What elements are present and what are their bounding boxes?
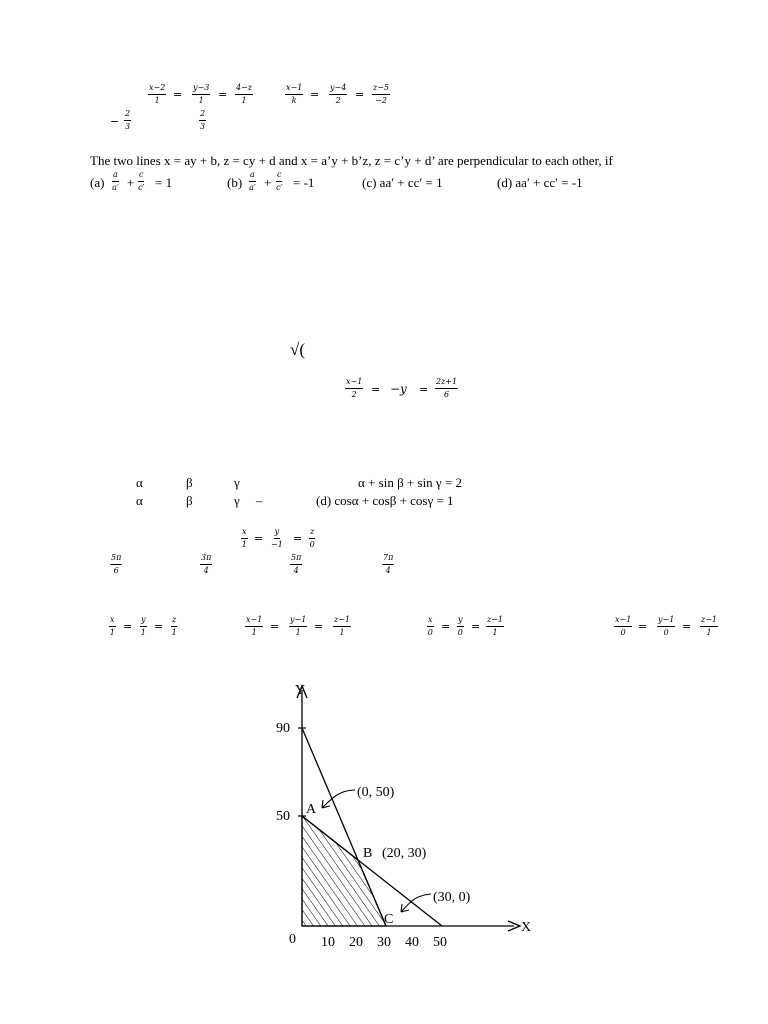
fraction-x-1-k: $\frac{x-1}{k}$ — [286, 83, 303, 105]
point-A-label: A — [306, 802, 317, 817]
option-5pi-6: $\frac{5\pi}{6}$ — [111, 553, 122, 575]
feasible-region — [302, 816, 386, 926]
fraction: $\frac{z}{1}$ — [171, 615, 177, 637]
plus-sign: + — [127, 175, 135, 190]
fraction-4-z: $\frac{4-z}{1}$ — [236, 83, 253, 105]
point-A-coordinates: (0, 50) — [357, 785, 395, 800]
angles-option-d: (d) cosα + cosβ + cosγ = 1 — [316, 493, 454, 508]
equals-sign: = — [218, 88, 228, 101]
equals-sign: = — [355, 88, 365, 101]
fraction-c-c-prime: $\frac{c}{c'}$ — [276, 170, 283, 192]
fraction-z-0: $\frac{z}{0}$ — [309, 527, 315, 549]
sqrt-fragment: √( — [290, 340, 305, 359]
option-d: (d) aa′ + cc′ = -1 — [497, 175, 583, 190]
option-b-label: (b) — [227, 175, 243, 190]
option-a-rhs: = 1 — [155, 175, 173, 190]
y-tick-90: 90 — [276, 721, 290, 736]
fraction: $\frac{x-1}{0}$ — [615, 615, 632, 637]
angles-option-text: α + sin β + sin γ = 2 — [358, 475, 463, 490]
beta-symbol: β — [186, 475, 193, 490]
equals-sign: = — [293, 532, 303, 545]
x-axis-label: X — [521, 920, 532, 935]
fraction: $\frac{y}{1}$ — [140, 615, 146, 637]
question-stem: The two lines x = ay + b, z = cy + d and x = a’y + b’z, z = c’y + d’ are perpendicular to each other, if — [90, 153, 613, 168]
x-tick-20: 20 — [349, 935, 363, 950]
fraction-a-a-prime: $\frac{a}{a'}$ — [112, 170, 119, 192]
equals-sign: = — [371, 383, 381, 396]
equals-sign: = — [254, 532, 264, 545]
equals-sign: = — [123, 620, 133, 633]
equals-sign: = — [154, 620, 164, 633]
equals-sign: = — [471, 620, 481, 633]
x-tick-30: 30 — [377, 935, 391, 950]
alpha-symbol: α — [136, 475, 143, 490]
fraction: $\frac{y-1}{0}$ — [658, 615, 675, 637]
minus-y: −y — [390, 382, 407, 396]
fraction-y-4: $\frac{y-4}{2}$ — [330, 83, 347, 105]
fraction-z-5: $\frac{z-5}{-2}$ — [373, 83, 390, 105]
equals-sign: = — [682, 620, 692, 633]
point-A-leader-arrow — [322, 790, 355, 808]
fraction-x-1: $\frac{x}{1}$ — [241, 527, 247, 549]
fraction: $\frac{z-1}{1}$ — [701, 615, 718, 637]
fraction: $\frac{y-1}{1}$ — [290, 615, 307, 637]
equals-sign: = — [270, 620, 280, 633]
gamma-symbol: γ — [234, 493, 240, 508]
plus-sign: + — [264, 175, 272, 190]
fraction: $\frac{x-1}{1}$ — [246, 615, 263, 637]
x-tick-50: 50 — [433, 935, 447, 950]
fraction: $\frac{y}{0}$ — [457, 615, 463, 637]
fraction-c-c-prime: $\frac{c}{c'}$ — [138, 170, 145, 192]
x-tick-40: 40 — [405, 935, 419, 950]
option-7pi-4: $\frac{7\pi}{4}$ — [383, 553, 394, 575]
fraction-x-1-2: $\frac{x-1}{2}$ — [346, 377, 363, 399]
point-C-coordinates: (30, 0) — [433, 890, 471, 905]
equals-sign: = — [310, 88, 320, 101]
fraction: $\frac{x}{0}$ — [427, 615, 433, 637]
fraction-two-thirds: $\frac{2}{3}$ — [125, 109, 131, 131]
option-b-rhs: = -1 — [293, 175, 315, 190]
option-c: (c) aa′ + cc′ = 1 — [362, 175, 443, 190]
fraction-y-neg1: $\frac{y}{-1}$ — [271, 527, 283, 549]
fraction-a-a-prime: $\frac{a}{a'}$ — [249, 170, 256, 192]
dash: – — [256, 493, 263, 508]
feasible-region-graph — [270, 676, 550, 966]
point-C-label: C — [384, 912, 394, 927]
option-5pi-4: $\frac{5\pi}{4}$ — [291, 553, 302, 575]
minus-sign: − — [110, 115, 120, 128]
x-tick-10: 10 — [321, 935, 335, 950]
equals-sign: = — [173, 88, 183, 101]
equals-sign: = — [638, 620, 648, 633]
y-axis-label: Y — [295, 683, 306, 698]
gamma-symbol: γ — [234, 475, 240, 490]
option-3pi-4: $\frac{3\pi}{4}$ — [201, 553, 212, 575]
fraction: $\frac{z-1}{1}$ — [487, 615, 504, 637]
equals-sign: = — [441, 620, 451, 633]
origin-label: 0 — [289, 932, 296, 947]
alpha-symbol: α — [136, 493, 143, 508]
point-B-coordinates: (20, 30) — [382, 846, 427, 861]
fraction-2z-1-6: $\frac{2z+1}{6}$ — [436, 377, 458, 399]
fraction-two-thirds-b: $\frac{2}{3}$ — [200, 109, 206, 131]
equals-sign: = — [314, 620, 324, 633]
fraction-x-2: $\frac{x-2}{1}$ — [149, 83, 166, 105]
point-B-label: B — [363, 846, 373, 861]
equals-sign: = — [419, 383, 429, 396]
y-tick-50: 50 — [276, 809, 290, 824]
beta-symbol: β — [186, 493, 193, 508]
fraction: $\frac{z-1}{1}$ — [334, 615, 351, 637]
option-a-label: (a) — [90, 175, 105, 190]
fraction: $\frac{x}{1}$ — [109, 615, 115, 637]
fraction-y-3: $\frac{y-3}{1}$ — [193, 83, 210, 105]
